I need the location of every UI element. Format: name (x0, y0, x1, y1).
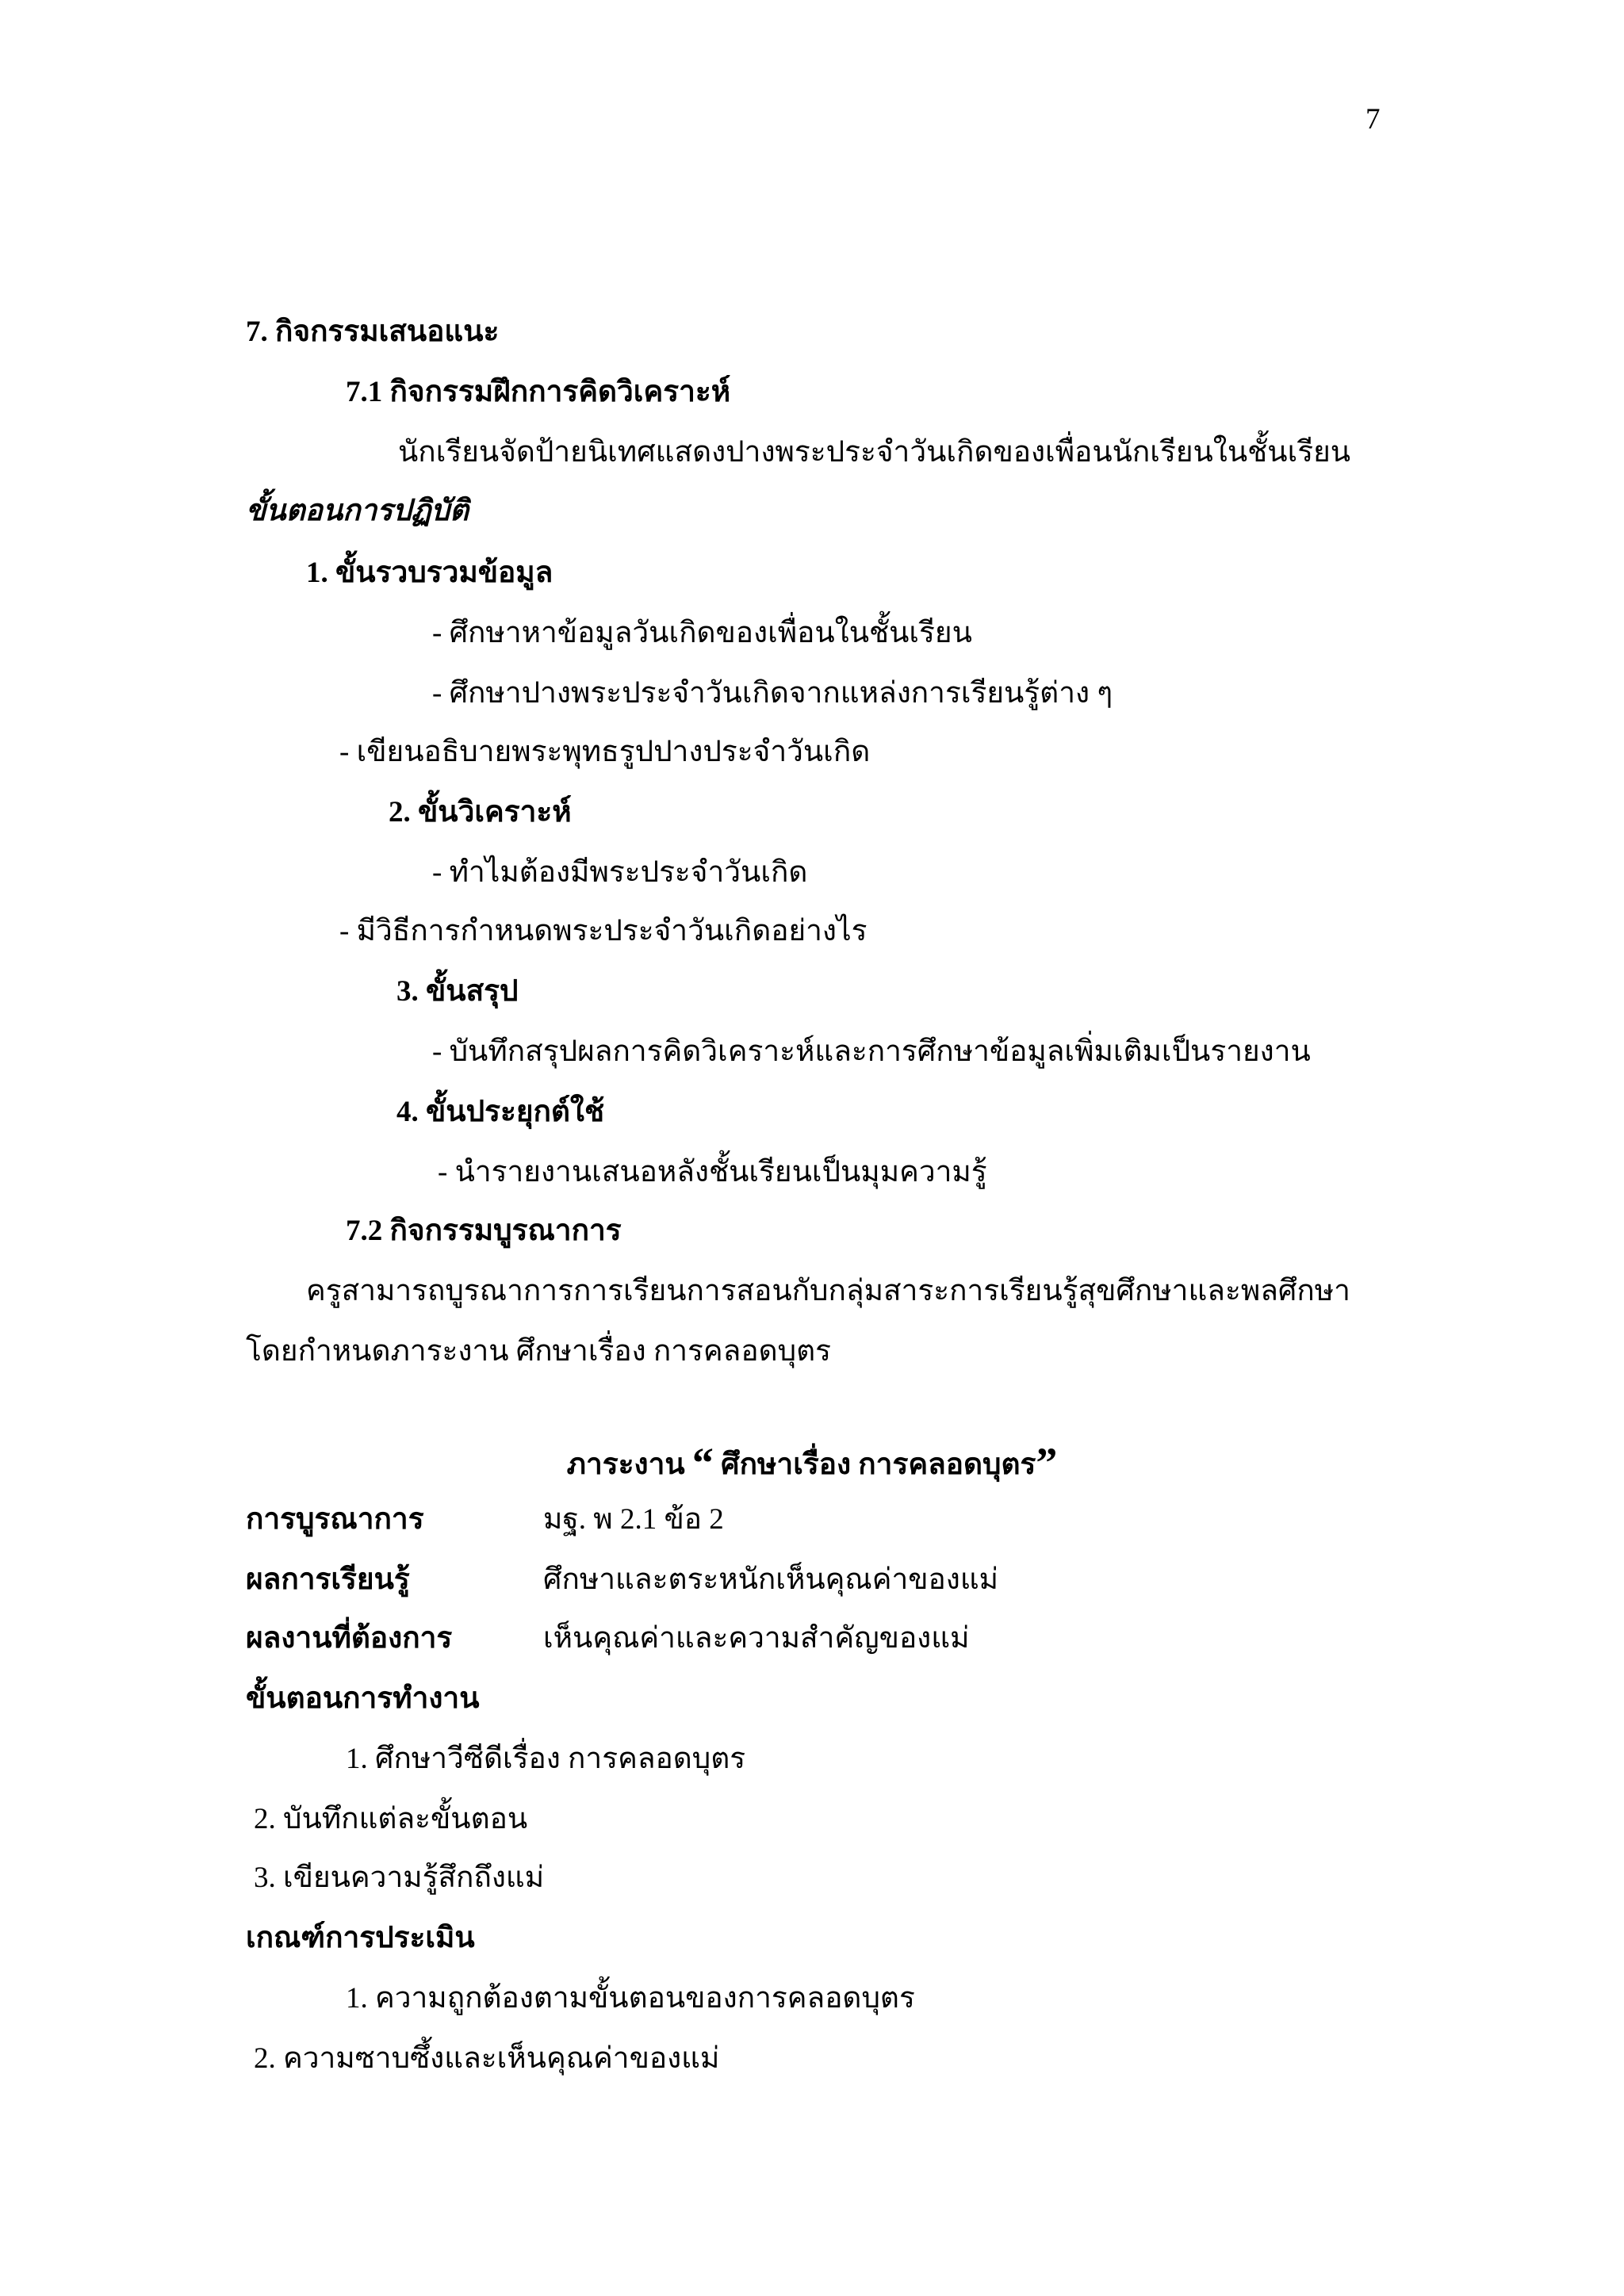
work-step: 2. บันทึกแต่ละขั้นตอน (254, 1803, 528, 1835)
page-number: 7 (1365, 103, 1381, 136)
work-steps-heading: ขั้นตอนการทำงาน (246, 1682, 480, 1715)
step2-item: - ทำไมต้องมีพระประจำวันเกิด (432, 856, 808, 889)
step4-item: - นำรายงานเสนอหลังชั้นเรียนเป็นมุมความรู้ (438, 1156, 987, 1188)
meta-label: ผลการเรียนรู้ (246, 1563, 410, 1596)
close-quote: ” (1036, 1439, 1058, 1487)
step1-item: - ศึกษาปางพระประจำวันเกิดจากแหล่งการเรียนรู้ต่าง ๆ (432, 677, 1113, 710)
criteria-heading: เกณฑ์การประเมิน (246, 1922, 475, 1954)
task-title-text: ศึกษาเรื่อง การคลอดบุตร (713, 1448, 1036, 1481)
step1-title: 1. ขั้นรวบรวมข้อมูล (306, 557, 553, 589)
meta-value: เห็นคุณค่าและความสำคัญของแม่ (543, 1622, 970, 1655)
step3-title: 3. ขั้นสรุป (396, 975, 519, 1008)
integration-paragraph-line-2: โดยกำหนดภาระงาน ศึกษาเรื่อง การคลอดบุตร (246, 1335, 831, 1368)
open-quote: “ (691, 1439, 714, 1487)
procedure-heading: ขั้นตอนการปฏิบัติ (246, 495, 469, 527)
integration-paragraph-line-1: ครูสามารถบูรณาการการเรียนการสอนกับกลุ่มสาระการเรียนรู้สุขศึกษาและพลศึกษา (306, 1275, 1350, 1307)
meta-value: ศึกษาและตระหนักเห็นคุณค่าของแม่ (543, 1563, 999, 1596)
step1-item: - ศึกษาหาข้อมูลวันเกิดของเพื่อนในชั้นเรียน (432, 617, 972, 649)
step2-item: - มีวิธีการกำหนดพระประจำวันเกิดอย่างไร (339, 915, 868, 947)
subsection-7-1-intro: นักเรียนจัดป้ายนิเทศแสดงปางพระประจำวันเกิดของเพื่อนนักเรียนในชั้นเรียน (398, 436, 1351, 469)
subsection-7-2-title: 7.2 กิจกรรมบูรณาการ (346, 1215, 622, 1247)
step4-title: 4. ขั้นประยุกต์ใช้ (396, 1096, 605, 1128)
criteria-item: 2. ความซาบซึ้งและเห็นคุณค่าของแม่ (254, 2042, 720, 2075)
work-step: 3. เขียนความรู้สึกถึงแม่ (254, 1862, 545, 1894)
criteria-item: 1. ความถูกต้องตามขั้นตอนของการคลอดบุตร (346, 1982, 915, 2015)
meta-label: การบูรณาการ (246, 1503, 424, 1536)
step1-item: - เขียนอธิบายพระพุทธรูปปางประจำวันเกิด (339, 736, 871, 768)
step2-title: 2. ขั้นวิเคราะห์ (389, 796, 572, 828)
meta-label: ผลงานที่ต้องการ (246, 1622, 453, 1655)
subsection-7-1-title: 7.1 กิจกรรมฝึกการคิดวิเคราะห์ (346, 376, 731, 408)
meta-value: มฐ. พ 2.1 ข้อ 2 (543, 1503, 724, 1536)
section-title: 7. กิจกรรมเสนอแนะ (246, 316, 500, 348)
work-step: 1. ศึกษาวีซีดีเรื่อง การคลอดบุตร (346, 1743, 746, 1775)
task-title-prefix: ภาระงาน (566, 1448, 692, 1481)
task-title (0, 1439, 1624, 1487)
step3-item: - บันทึกสรุปผลการคิดวิเคราะห์และการศึกษาข้อมูลเพิ่มเติมเป็นรายงาน (432, 1035, 1311, 1068)
